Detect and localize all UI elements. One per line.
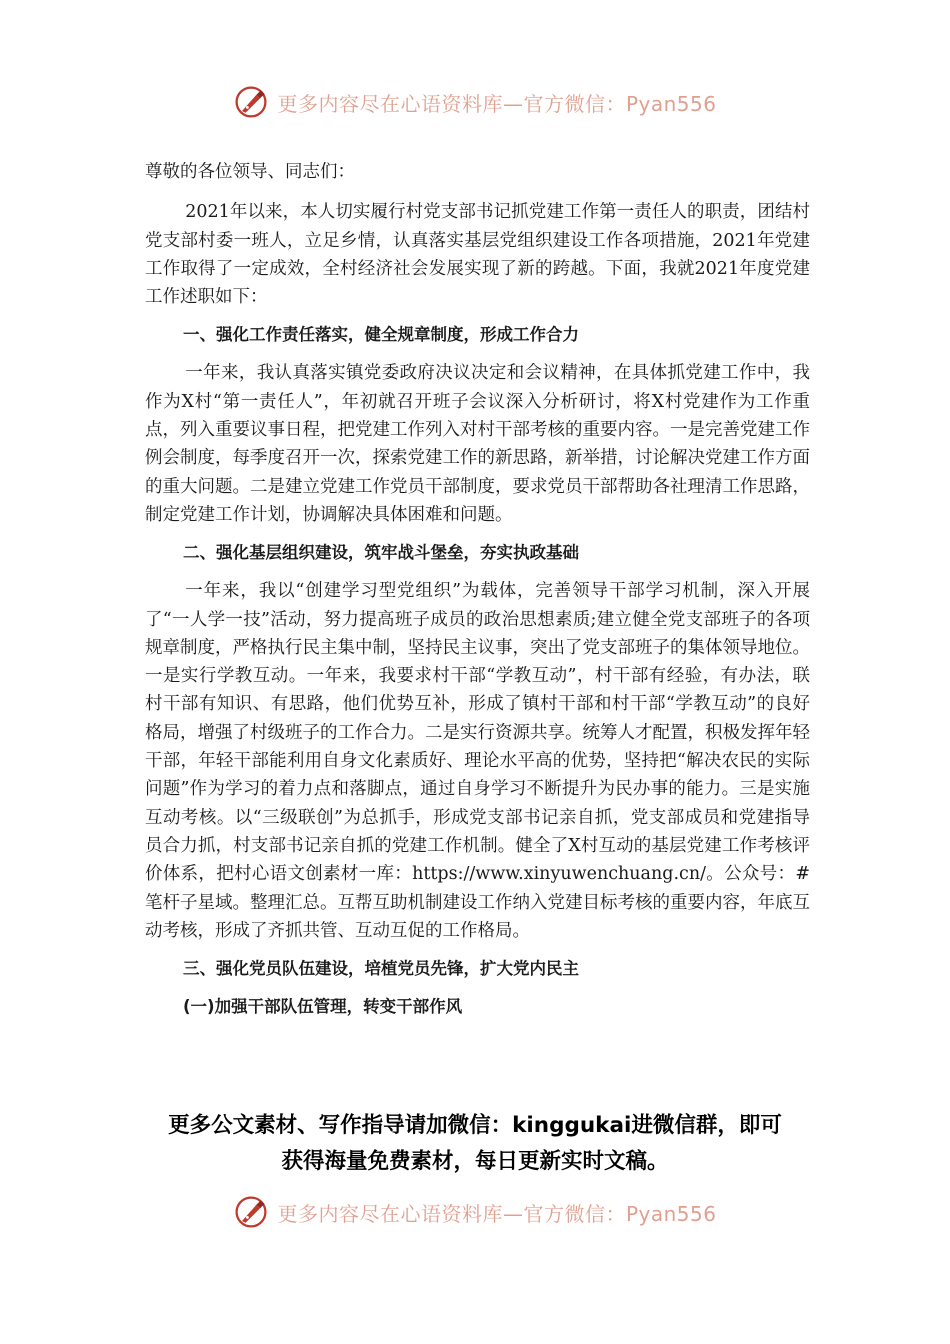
- section-3-heading: 三、强化党员队伍建设，培植党员先锋，扩大党内民主: [183, 959, 579, 979]
- promo-line-2: 获得海量免费素材，每日更新实时文稿。: [281, 1149, 669, 1174]
- pen-nib-logo-icon: [233, 1194, 269, 1230]
- banner-text: 更多内容尽在心语资料库—官方微信：Pyan556: [277, 1201, 717, 1226]
- pen-nib-logo-icon: [233, 84, 269, 120]
- section-2-body: 一年来，我以“创建学习型党组织”为载体，完善领导干部学习机制，深入开展了“一人学一技”活动，努力提高班子成员的政治思想素质;建立健全党支部班子的各项规章制度，严格执行民主集中制，坚持民主议事，突出了党支部班子的集体领导地位。一是实行学教互动。一年来，我要求村干部“学教互动”，村干部有经验，有办法，联村干部有知识、有思路，他们优势互补，形成了镇村干部和村干部“学教互动”的良好格局，增强了村级班子的工作合力。二是实行资源共享。统筹人才配置，积极发挥年轻干部，年轻干部能利用自身文化素质好、理论水平高的优势，坚持把“解决农民的实际问题”作为学习的着力点和落脚点，通过自身学习不断提升为民办事的能力。三是实施互动考核。以“三级联创”为总抓手，形成党支部书记亲自抓，党支部成员和党建指导员合力抓，村支部书记亲自抓的党建工作机制。健全了X村互动的基层党建工作考核评价体系，把村心语文创素材一库：https://www.xinyuwenchuang.cn/。公众号：#笔杆子星域。整理汇总。互帮互助机制建设工作纳入党建目标考核的重要内容，年底互动考核，形成了齐抓共管、互动互促的工作格局。: [145, 581, 810, 941]
- greeting: 尊敬的各位领导、同志们：: [145, 162, 355, 182]
- section-2-heading: 二、强化基层组织建设，筑牢战斗堡垒，夯实执政基础: [183, 543, 579, 563]
- promo-notice: [120, 1108, 830, 1180]
- intro-paragraph: 2021年以来，本人切实履行村党支部书记抓党建工作第一责任人的职责，团结村党支部村委一班人，立足乡情，认真落实基层党组织建设工作各项措施，2021年党建工作取得了一定成效，全村经济社会发展实现了新的跨越。下面，我就2021年度党建工作述职如下：: [145, 202, 810, 308]
- document-body: [145, 158, 810, 1031]
- header-banner: [0, 80, 950, 124]
- section-1-heading: 一、强化工作责任落实，健全规章制度，形成工作合力: [183, 325, 579, 345]
- section-3-subheading: (一)加强干部队伍管理，转变干部作风: [183, 997, 463, 1017]
- section-1-body: 一年来，我认真落实镇党委政府决议决定和会议精神，在具体抓党建工作中，我作为X村“第一责任人”，年初就召开班子会议深入分析研讨，将X村党建作为工作重点，列入重要议事日程，把党建工作列入对村干部考核的重要内容。一是完善党建工作例会制度，每季度召开一次，探索党建工作的新思路，新举措，讨论解决党建工作方面的重大问题。二是建立党建工作党员干部制度，要求党员干部帮助各社理清工作思路，制定党建工作计划，协调解决具体困难和问题。: [145, 363, 810, 525]
- footer-banner: [0, 1190, 950, 1234]
- banner-text: 更多内容尽在心语资料库—官方微信：Pyan556: [277, 91, 717, 116]
- promo-line-1: 更多公文素材、写作指导请加微信：kinggukai进微信群，即可: [168, 1113, 782, 1138]
